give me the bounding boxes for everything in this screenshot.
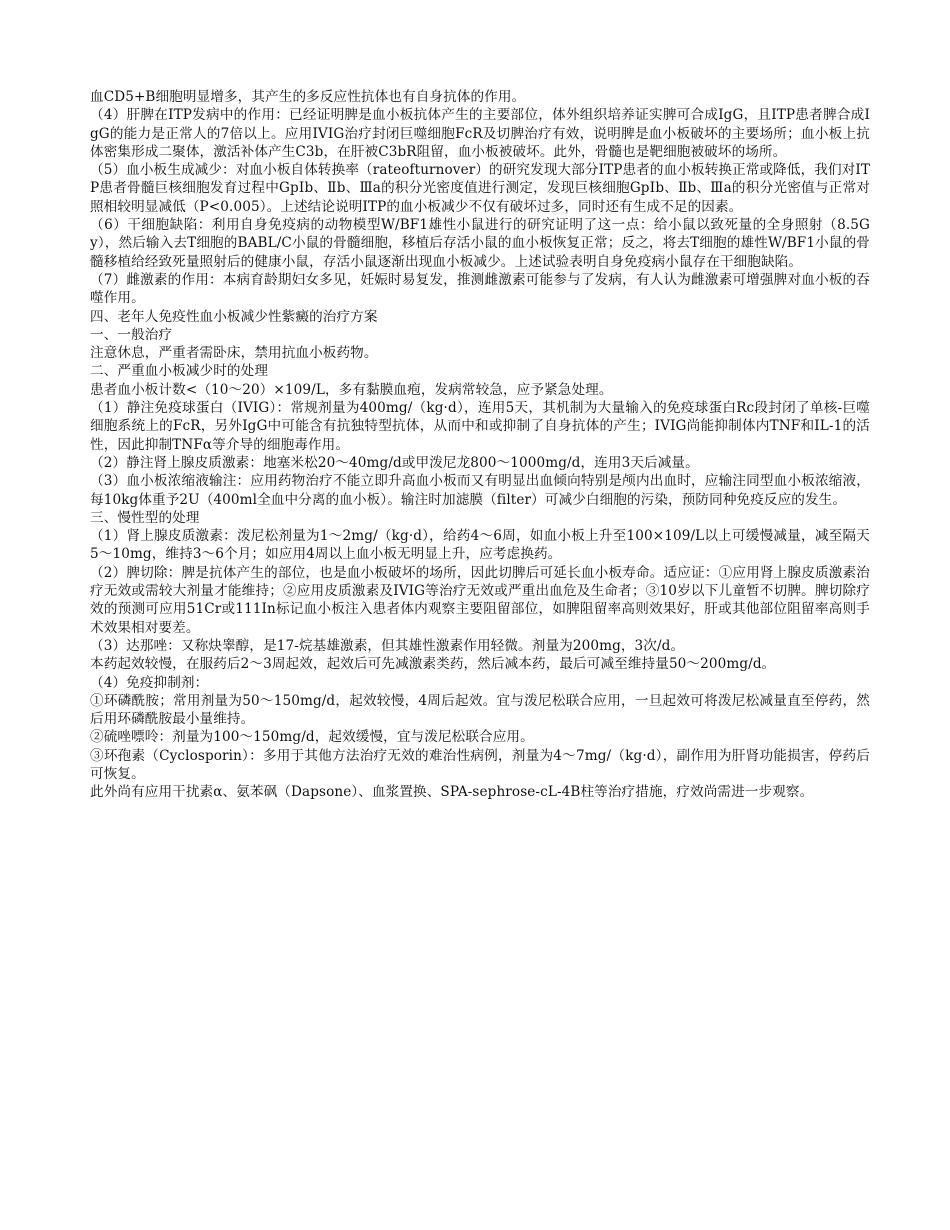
paragraph: （3）血小板浓缩液输注：应用药物治疗不能立即升高血小板而又有明显出血倾向特别是颅内出血时，应输注同型血小板浓缩液，每10kg体重予2U（400ml全血中分离的血小板）。输注时加滤膜（filter）可减少白细胞的污染，预防同种免疫反应的发生。 [90,473,870,508]
paragraph: 此外尚有应用干扰素α、氨苯砜（Dapsone）、血浆置换、SPA-sephrose-cL-4B柱等治疗措施，疗效尚需进一步观察。 [90,784,814,801]
paragraph: 患者血小板计数<（10～20）×109/L，多有黏膜血疱，发病常较急，应予紧急处理。 [90,381,613,398]
paragraph: （2）静注肾上腺皮质激素：地塞米松20～40mg/d或甲泼尼龙800～1000mg/d，连用3天后减量。 [90,454,699,471]
paragraph: （4）肝脾在ITP发病中的作用：已经证明脾是血小板抗体产生的主要部位，体外组织培养证实脾可合成IgG，且ITP患者脾合成IgG的能力是正常人的7倍以上。应用IVIG治疗封闭巨噬细胞FcR及切脾治疗有效，说明脾是血小板破坏的主要场所；血小板上抗体密集形成二聚体，激活补体产生C3b，在肝被C3bR阻留，血小板被破坏。此外，骨髓也是靶细胞被破坏的场所。 [90,107,870,160]
paragraph: 血CD5+B细胞明显增多，其产生的多反应性抗体也有自身抗体的作用。 [90,89,526,105]
section-heading: 四、老年人免疫性血小板减少性紫癜的治疗方案 [90,308,378,325]
document-page [90,88,870,802]
paragraph: （3）达那唑：又称炔睾醇，是17-烷基雄激素，但其雄性激素作用轻微。剂量为200mg，3次/d。 [90,637,685,654]
subsection-heading: 二、严重血小板减少时的处理 [90,363,269,380]
paragraph: ②硫唑嘌呤：剂量为100～150mg/d，起效缓慢，宜与泼尼松联合应用。 [90,729,534,746]
paragraph: （5）血小板生成减少：对血小板自体转换率（rateofturnover）的研究发现大部分ITP患者的血小板转换正常或降低，我们对ITP患者骨髓巨核细胞发育过程中GpⅠb、Ⅱb、Ⅲa的积分光密度值进行测定，发现巨核细胞GpⅠb、Ⅱb、Ⅲa的积分光密值与正常对照相较明显减低（P<0.005）。上述结论说明ITP的血小板减少不仅有破坏过多，同时还有生成不足的因素。 [90,162,870,215]
paragraph: 本药起效较慢，在服药后2～3周起效，起效后可先减激素类药，然后减本药，最后可减至维持量50～200mg/d。 [90,656,776,673]
subsection-heading: 三、慢性型的处理 [90,509,200,526]
paragraph: （7）雌激素的作用：本病育龄期妇女多见，妊娠时易复发，推测雌激素可能参与了发病，有人认为雌激素可增强脾对血小板的吞噬作用。 [90,271,870,307]
paragraph: （4）免疫抑制剂： [90,674,209,691]
paragraph: ③环孢素（Cyclosporin）：多用于其他方法治疗无效的难治性病例，剂量为4～7mg/（kg·d），副作用为肝肾功能损害，停药后可恢复。 [90,747,870,782]
paragraph: （1）肾上腺皮质激素：泼尼松剂量为1～2mg/（kg·d），给药4～6周，如血小板上升至100×109/L以上可缓慢减量，减至隔天5～10mg，维持3～6个月；如应用4周以上血小板无明显上升，应考虑换药。 [90,528,870,563]
paragraph: （1）静注免疫球蛋白（IVIG）：常规剂量为400mg/（kg·d），连用5天，其机制为大量输入的免疫球蛋白Rc段封闭了单核-巨噬细胞系统上的FcR，另外IgG中可能含有抗独特型抗体，从而中和或抑制了自身抗体的产生；IVIG尚能抑制体内TNF和IL-1的活性，因此抑制TNFα等介导的细胞毒作用。 [90,400,870,453]
paragraph: 注意休息，严重者需卧床，禁用抗血小板药物。 [90,345,378,362]
paragraph: ①环磷酰胺；常用剂量为50～150mg/d，起效较慢，4周后起效。宜与泼尼松联合应用，一旦起效可将泼尼松减量直至停药，然后用环磷酰胺最小量维持。 [90,692,870,728]
paragraph: （2）脾切除：脾是抗体产生的部位，也是血小板破坏的场所，因此切脾后可延长血小板寿命。适应证：①应用肾上腺皮质激素治疗无效或需较大剂量才能维持；②应用皮质激素及IVIG等治疗无效或严重出血危及生命者；③10岁以下儿童暂不切脾。脾切除疗效的预测可应用51Cr或111In标记血小板注入患者体内观察主要阻留部位，如脾阻留率高则效果好，肝或其他部位阻留率高则手术效果相对要差。 [90,564,870,636]
paragraph: （6）干细胞缺陷：利用自身免疫病的动物模型W/BF1雄性小鼠进行的研究证明了这一点：给小鼠以致死量的全身照射（8.5Gy），然后输入去T细胞的BABL/C小鼠的骨髓细胞，移植后存活小鼠的血小板恢复正常；反之，将去T细胞的雄性W/BF1小鼠的骨髓移植给经致死量照射后的健康小鼠，存活小鼠逐渐出现血小板减少。上述试验表明自身免疫病小鼠存在干细胞缺陷。 [90,217,870,270]
subsection-heading: 一、一般治疗 [90,326,173,343]
